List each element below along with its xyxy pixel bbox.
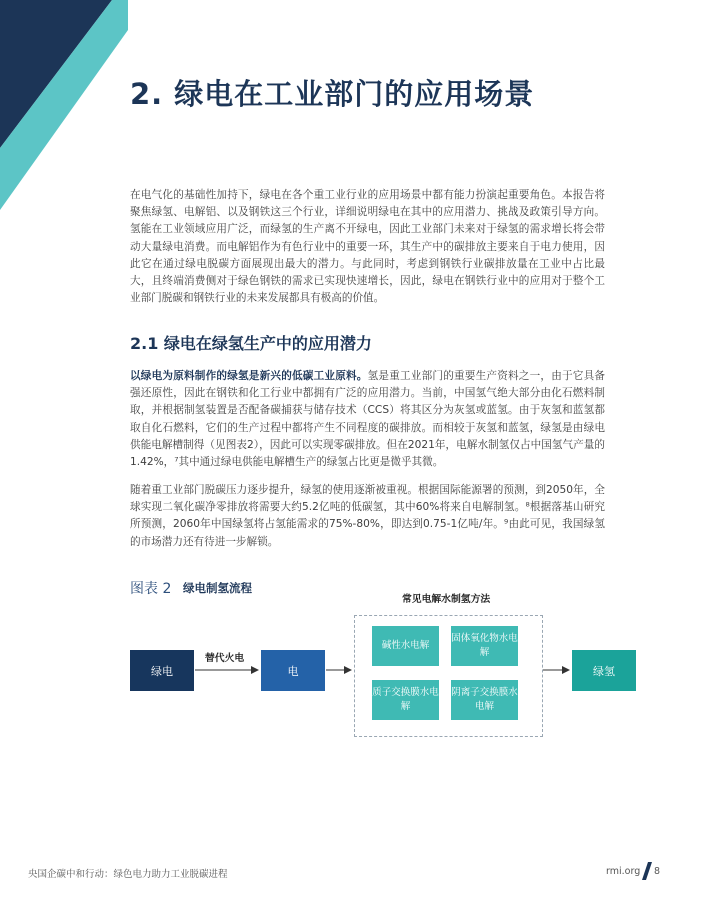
- intro-paragraph: 在电气化的基础性加持下，绿电在各个重工业行业的应用场景中都有能力扮演起重要角色。本报告将聚焦绿氢、电解铝、以及钢铁这三个行业，详细说明绿电在其中的应用潜力、挑战及政策引导方向。氢能在工业领域应用广泛，而绿氢的生产离不开绿电，因此工业部门未来对于绿氢的需求增长将会带动大量绿电消费。而电解铝作为有色行业中的重要一环，其生产中的碳排放主要来自于电力使用，因此它在通过绿电脱碳方面展现出最大的潜力。与此同时，考虑到钢铁行业碳排放量在工业中占比最大，且终端消费侧对于绿色钢铁的需求已实现快速增长，因此，绿电在钢铁行业中的应用对于整个工业部门脱碳和钢铁行业的未来发展都具有极高的价值。: [130, 189, 605, 305]
- figure-title: 绿电制氢流程: [183, 581, 252, 595]
- green-power-box: 绿电: [130, 650, 194, 691]
- outlook-paragraph: 随着重工业部门脱碳压力逐步提升，绿氢的使用逐渐被重视。根据国际能源署的预测，到2050年，全球实现二氧化碳净零排放将需要大约5.2亿吨的低碳氢，其中60%将来自电解制氢。⁸根据落基山研究所预测，2060年中国绿氢将占氢能需求的75%-80%，即达到0.75-1亿吨/年。⁹由此可见，我国绿氢的市场潜力还有待进一步解锁。: [130, 484, 605, 548]
- footer-site: rmi.org: [606, 866, 641, 877]
- page-number: 8: [654, 866, 661, 877]
- paragraph-body: 氢是重工业部门的重要生产资料之一，由于它具备强还原性，因此在钢铁和化工行业中都拥有广泛的应用潜力。当前，中国氢气绝大部分由化石燃料制取，并根据制氢装置是否配备碳捕获与储存技术（CCS）将其区分为灰氢或蓝氢。由于灰氢和蓝氢都取自化石燃料，它们的生产过程中都将产生不同程度的碳排放。而相较于灰氢和蓝氢，绿氢是由绿电供能电解槽制得（见图表2），因此可以实现零碳排放。但在2021年，电解水制氢仅占中国氢气产量的1.42%，⁷其中通过绿电供能电解槽生产的绿氢占比更是微乎其微。: [130, 370, 606, 469]
- method-pem: 质子交换膜水电解: [372, 680, 439, 720]
- section-title: 2. 绿电在工业部门的应用场景: [130, 77, 535, 111]
- method-aem: 阴离子交换膜水电解: [451, 680, 518, 720]
- subsection-title: 2.1 绿电在绿氢生产中的应用潜力: [130, 334, 372, 353]
- corner-decoration: [0, 0, 130, 215]
- power-box: 电: [261, 650, 325, 691]
- paragraph-lead: 以绿电为原料制作的绿氢是新兴的低碳工业原料。: [130, 370, 368, 382]
- footer-report-title: 央国企碳中和行动：绿色电力助力工业脱碳进程: [28, 869, 228, 880]
- methods-title: 常见电解水制氢方法: [402, 594, 491, 605]
- figure-label: 图表 2: [130, 581, 172, 597]
- slash-icon: [642, 862, 652, 880]
- method-solid-oxide: 固体氧化物水电解: [451, 626, 518, 666]
- hydrogen-process-diagram: [0, 585, 710, 755]
- green-hydrogen-box: 绿氢: [572, 650, 636, 691]
- method-alkaline: 碱性水电解: [372, 626, 439, 666]
- arrow-label: 替代火电: [205, 653, 245, 664]
- green-hydrogen-paragraph: [130, 368, 605, 471]
